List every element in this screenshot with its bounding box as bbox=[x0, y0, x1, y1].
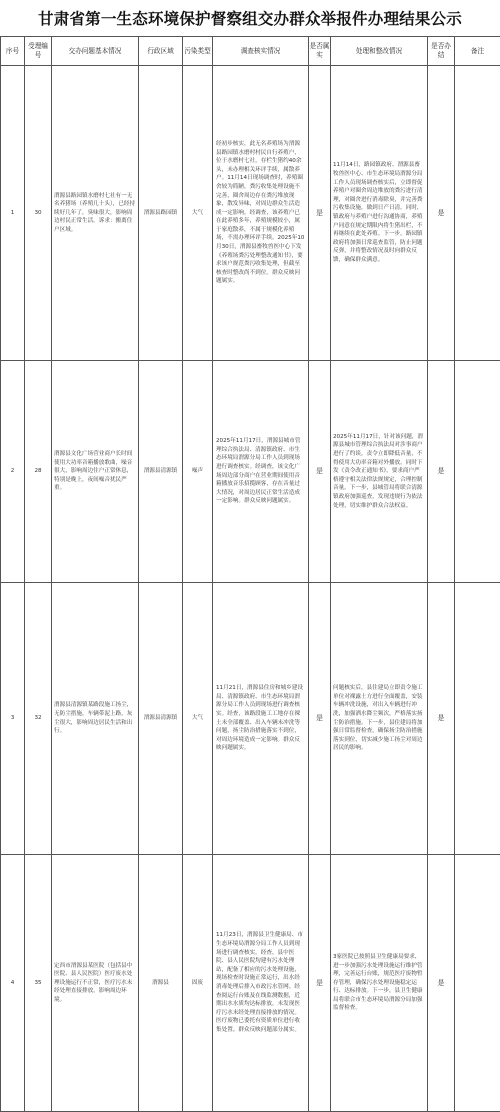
header-true: 是否属实 bbox=[309, 37, 331, 66]
cell-num: 30 bbox=[25, 66, 52, 361]
region-text: 渭源县清源镇 bbox=[143, 468, 178, 475]
page-title: 甘肃省第一生态环境保护督察组交办群众举报件办理结果公示 bbox=[38, 9, 462, 28]
cell-true: 是 bbox=[309, 583, 331, 855]
cell-handle bbox=[331, 361, 428, 583]
table-header-row bbox=[1, 37, 500, 66]
issue-text: 渭源县清源镇某路段施工扬尘，无防尘措施，车辆带泥上路，灰尘很大，影响周边居民生活和出行。 bbox=[54, 702, 133, 735]
cell-issue bbox=[52, 583, 139, 855]
cell-note bbox=[455, 855, 500, 1112]
cell-num: 32 bbox=[25, 583, 52, 855]
cell-region bbox=[139, 583, 183, 855]
cell-closed: 是 bbox=[428, 583, 455, 855]
survey-text: 11月23日，渭源县卫生健康局、市生态环境局渭源分局工作人员到现场进行调查核实。经查，县中医院、县人民医院均建有污水处理站，配备了相应的污水处理设施，现场检查时设施正常运行，出水经消毒处理后排入市政污水管网。经查阅运行台账及在线监测数据，近期出水水质均达标排放，未发现医疗污水未经处理直接排放的情况。医疗废物已委托有资质单位进行收集处置。群众反映问题部分属实。 bbox=[216, 932, 303, 1033]
cell-survey bbox=[213, 583, 309, 855]
table-row bbox=[1, 583, 500, 855]
cell-seq: 4 bbox=[1, 855, 25, 1112]
cell-type: 大气 bbox=[183, 583, 213, 855]
cell-survey bbox=[213, 361, 309, 583]
handle-text: 3家医院已按照县卫生健康局要求，进一步加强污水处理设施运行维护管理，完善运行台账，规范医疗废物暂存管理，确保污水处理设施稳定运行、达标排放。下一步，县卫生健康局将联合市生态环境局渭源分局加强监督检查。 bbox=[333, 953, 423, 1012]
issue-text: 渭源县文化广场营业商户长时间使用大功率音箱播放歌曲，噪音很大，影响周边住户正常休息，特别是晚上，夜间噪音扰民严重。 bbox=[54, 451, 133, 492]
cell-survey bbox=[213, 855, 309, 1112]
header-type: 污染类型 bbox=[183, 37, 213, 66]
handle-text: 11月14日，路园镇政府、渭源县畜牧兽医中心、市生态环境局渭源分局工作人员现场调查核实后，立即督促养殖户对圈舍周边堆放的粪污进行清理，对圈舍进行消毒除臭，并完善粪污收集设施，做到日产日清。同时，镇政府与养殖户进行沟通协商，养殖户同意在规定期限内将生猪出栏，不再继续在此处养殖。下一步，路园镇政府将加强日常巡查监管，防止问题反弹，并将整改情况及时向群众反馈，确保群众满意。 bbox=[333, 162, 423, 263]
header-closed: 是否办结 bbox=[428, 37, 455, 66]
cell-seq: 2 bbox=[1, 361, 25, 583]
header-survey: 调查核实情况 bbox=[213, 37, 309, 66]
survey-text: 2025年11月17日，渭源县城市管理综合执法局、清源镇政府、市生态环境局渭源分局工作人员到现场进行调查核实。经调查，该文化广场周边部分商户在营业期间使用音箱播放音乐招揽顾客，存在音量过大情况，对周边居民正常生活造成一定影响。群众反映问题属实。 bbox=[216, 438, 301, 505]
cell-issue bbox=[52, 66, 139, 361]
cell-true: 是 bbox=[309, 361, 331, 583]
handle-text: 问题核实后，县住建局立即责令施工单位对裸露土方进行全面覆盖，安装车辆冲洗设施，对出入车辆进行冲洗，加强洒水降尘频次，严格落实扬尘防治措施。下一步，县住建局将加强日常监督检查，确保扬尘防治措施落实到位，切实减少施工扬尘对周边居民的影响。 bbox=[333, 685, 423, 752]
cell-closed: 是 bbox=[428, 361, 455, 583]
cell-handle bbox=[331, 583, 428, 855]
cell-handle bbox=[331, 855, 428, 1112]
issue-text: 渭源县路园镇水磨村七社有一无名养猪场（养殖几十头），已经持续好几年了，臭味很大，影响周边村民正常生活。诉求：搬离住户区域。 bbox=[54, 192, 136, 233]
cell-note bbox=[455, 361, 500, 583]
cell-true: 是 bbox=[309, 855, 331, 1112]
cell-handle bbox=[331, 66, 428, 361]
handle-text: 2025年11月17日，针对该问题，渭源县城市管理综合执法局对涉事商户进行了约谈，责令立即降低音量，不得使用大功率音箱对外播放。同时下发《责令改正通知书》，要求商户严格遵守相关法律法规规定，合理控制音量。下一步，县城管局将联合清源镇政府加强巡查，发现违规行为依法处理，切实维护群众合法权益。 bbox=[333, 433, 424, 509]
survey-text: 经初步核实，此无名养殖场为渭源县路园镇水磨村村民自行养殖户，位于水磨村七社，存栏生猪约40余头，未办理相关环评手续，属散养户。11月14日现场调查时，养殖圈舍较为简陋，粪污收集处理设施不完善，圈舍周边存在粪污堆放现象，散发异味，对周边群众生活造成一定影响。经调查，该养殖户已在此养殖多年，养殖规模较小，属于家庭散养，不属于规模化养殖场，不需办理环评手续。2025年10月30日，渭源县畜牧兽医中心下发《养殖场粪污处理整改通知书》，要求该户规范粪污收集处理，但截至核查时整改尚不到位。群众反映问题属实。 bbox=[216, 140, 305, 285]
cell-seq: 1 bbox=[1, 66, 25, 361]
header-handle: 处理和整改情况 bbox=[331, 37, 428, 66]
cell-true: 是 bbox=[309, 66, 331, 361]
region-text: 渭源县 bbox=[152, 979, 169, 986]
cell-type: 噪声 bbox=[183, 361, 213, 583]
cell-type: 大气 bbox=[183, 66, 213, 361]
cell-seq: 3 bbox=[1, 583, 25, 855]
header-seq: 序号 bbox=[1, 37, 25, 66]
region-text: 渭源县清源镇 bbox=[143, 715, 178, 722]
region-text: 渭源县路园镇 bbox=[143, 209, 178, 216]
table-row bbox=[1, 855, 500, 1112]
cell-closed: 是 bbox=[428, 66, 455, 361]
cell-region bbox=[139, 361, 183, 583]
cell-issue bbox=[52, 361, 139, 583]
cell-issue bbox=[52, 855, 139, 1112]
cell-survey bbox=[213, 66, 309, 361]
cell-note bbox=[455, 66, 500, 361]
survey-text: 11月21日，渭源县住房和城乡建设局、清源镇政府、市生态环境局渭源分局工作人员到现场进行调查核实。经查，该路段施工工地存在裸土未全部覆盖、出入车辆未冲洗等问题，扬尘防治措施落实不到位，对周边环境造成一定影响。群众反映问题属实。 bbox=[216, 685, 303, 752]
header-issue: 交办问题基本情况 bbox=[52, 37, 139, 66]
table-row bbox=[1, 361, 500, 583]
header-note: 备注 bbox=[455, 37, 500, 66]
cell-num: 35 bbox=[25, 855, 52, 1112]
cell-num: 28 bbox=[25, 361, 52, 583]
header-num: 受理编号 bbox=[25, 37, 52, 66]
table-row bbox=[1, 66, 500, 361]
cell-region bbox=[139, 66, 183, 361]
cell-region bbox=[139, 855, 183, 1112]
complaint-table bbox=[0, 36, 500, 1112]
header-region: 行政区域 bbox=[139, 37, 183, 66]
cell-note bbox=[455, 583, 500, 855]
cell-closed: 是 bbox=[428, 855, 455, 1112]
issue-text: 定西市渭源县某医院（包括县中医院、县人民医院）医疗废水处理设施运行不正常，医疗污水未经处理直接排放，影响周边环境。 bbox=[54, 962, 133, 1003]
cell-type: 固废 bbox=[183, 855, 213, 1112]
